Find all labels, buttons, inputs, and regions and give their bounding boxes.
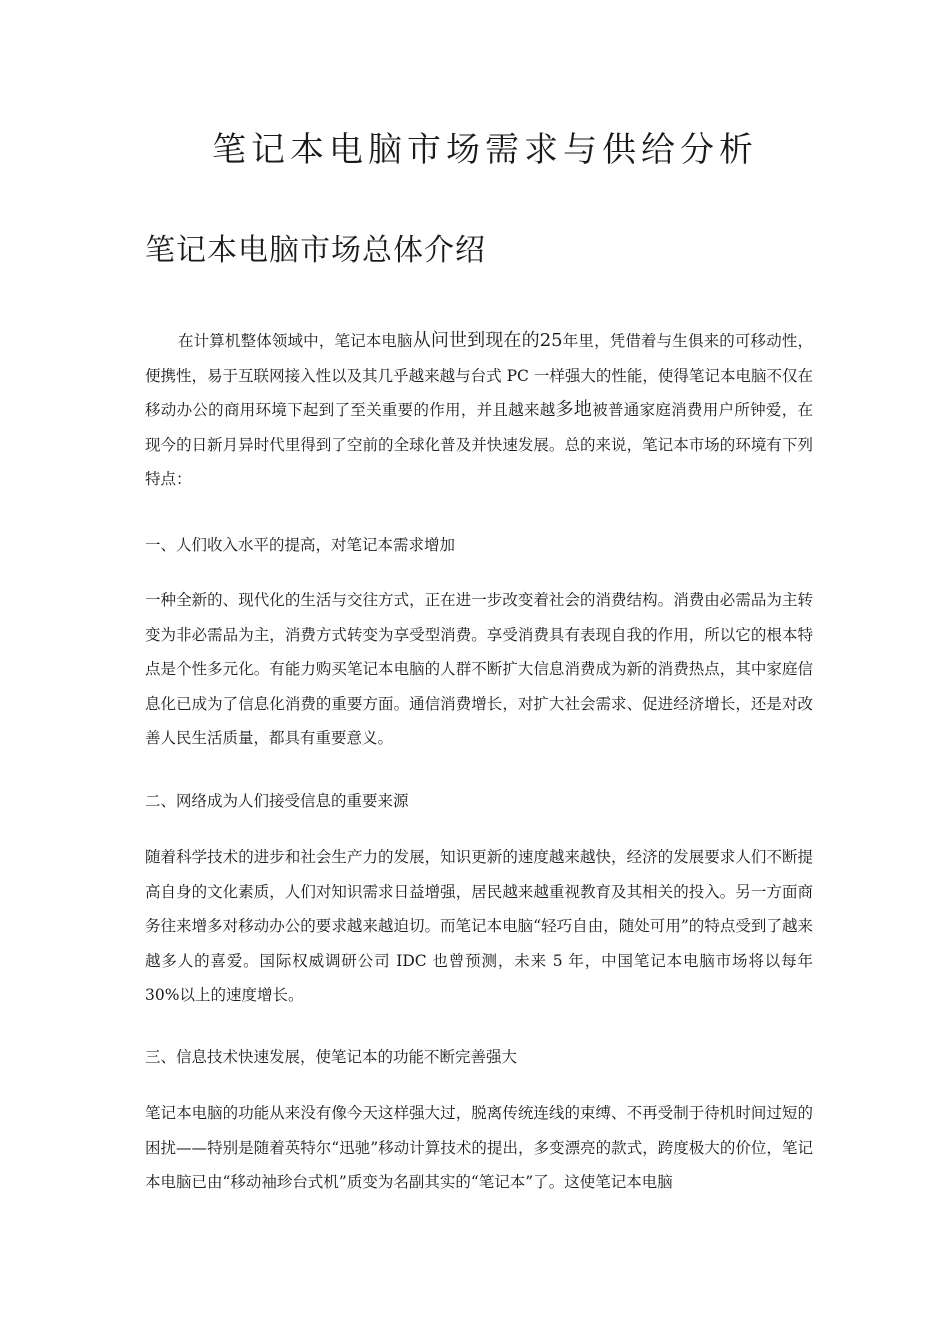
intro-paragraph bbox=[145, 324, 813, 497]
document-title: 笔记本电脑市场需求与供给分析 bbox=[212, 130, 758, 170]
intro-text-2: 从问世到现在的 bbox=[412, 330, 540, 351]
section-heading: 笔记本电脑市场总体介绍 bbox=[145, 233, 486, 268]
point-1-body: 一种全新的、现代化的生活与交往方式，正在进一步改变着社会的消费结构。消费由必需品为主转变为非必需品为主，消费方式转变为享受型消费。享受消费具有表现自我的作用，所以它的根本特点是个性多元化。有能力购买笔记本电脑的人群不断扩大信息消费成为新的消费热点，其中家庭信息化已成为了信息化消费的重要方面。通信消费增长，对扩大社会需求、促进经济增长，还是对改善人民生活质量，都具有重要意义。 bbox=[145, 591, 813, 747]
intro-text-7: 被普通家庭消费用户所钟爱，在现今的日新月异时代里得到了空前的全球化普及并快速发展。总的来说，笔记本市场的环境有下列特点： bbox=[145, 401, 813, 488]
point-2-body: 随着科学技术的进步和社会生产力的发展，知识更新的速度越来越快，经济的发展要求人们不断提高自身的文化素质，人们对知识需求日益增强，居民越来越重视教育及其相关的投入。另一方面商务往来增多对移动办公的要求越来越迫切。而笔记本电脑“轻巧自由，随处可用”的特点受到了越来越多人的喜爱。国际权威调研公司 IDC 也曾预测，未来 5 年，中国笔记本电脑市场将以每年 30%以上的速度增长。 bbox=[145, 848, 813, 1004]
point-3-heading: 三、信息技术快速发展，使笔记本的功能不断完善强大 bbox=[145, 1048, 518, 1066]
intro-text-4: 年里， bbox=[562, 332, 610, 350]
point-2-heading: 二、网络成为人们接受信息的重要来源 bbox=[145, 792, 409, 810]
point-1-heading: 一、人们收入水平的提高，对笔记本需求增加 bbox=[145, 536, 456, 554]
intro-text-5: 凭借着与生俱来的可移动性，便携性，易于互联网接入性以及其几乎越来越与台式 PC 一样强大的性能，使得笔记本电脑不仅在移动办公的商用环境下起到了至关重要的作用，并且越来越 bbox=[145, 332, 813, 419]
intro-years: 25 bbox=[539, 330, 563, 351]
intro-text-6: 多地 bbox=[555, 399, 593, 420]
intro-text-1: 在计算机整体领域中，笔记本电脑 bbox=[178, 332, 413, 350]
point-3-body: 笔记本电脑的功能从来没有像今天这样强大过，脱离传统连线的束缚、不再受制于待机时间过短的困扰——特别是随着英特尔“迅驰”移动计算技术的提出，多变漂亮的款式，跨度极大的价位，笔记本电脑已由“移动袖珍台式机”质变为名副其实的“笔记本”了。这使笔记本电脑 bbox=[145, 1104, 813, 1191]
